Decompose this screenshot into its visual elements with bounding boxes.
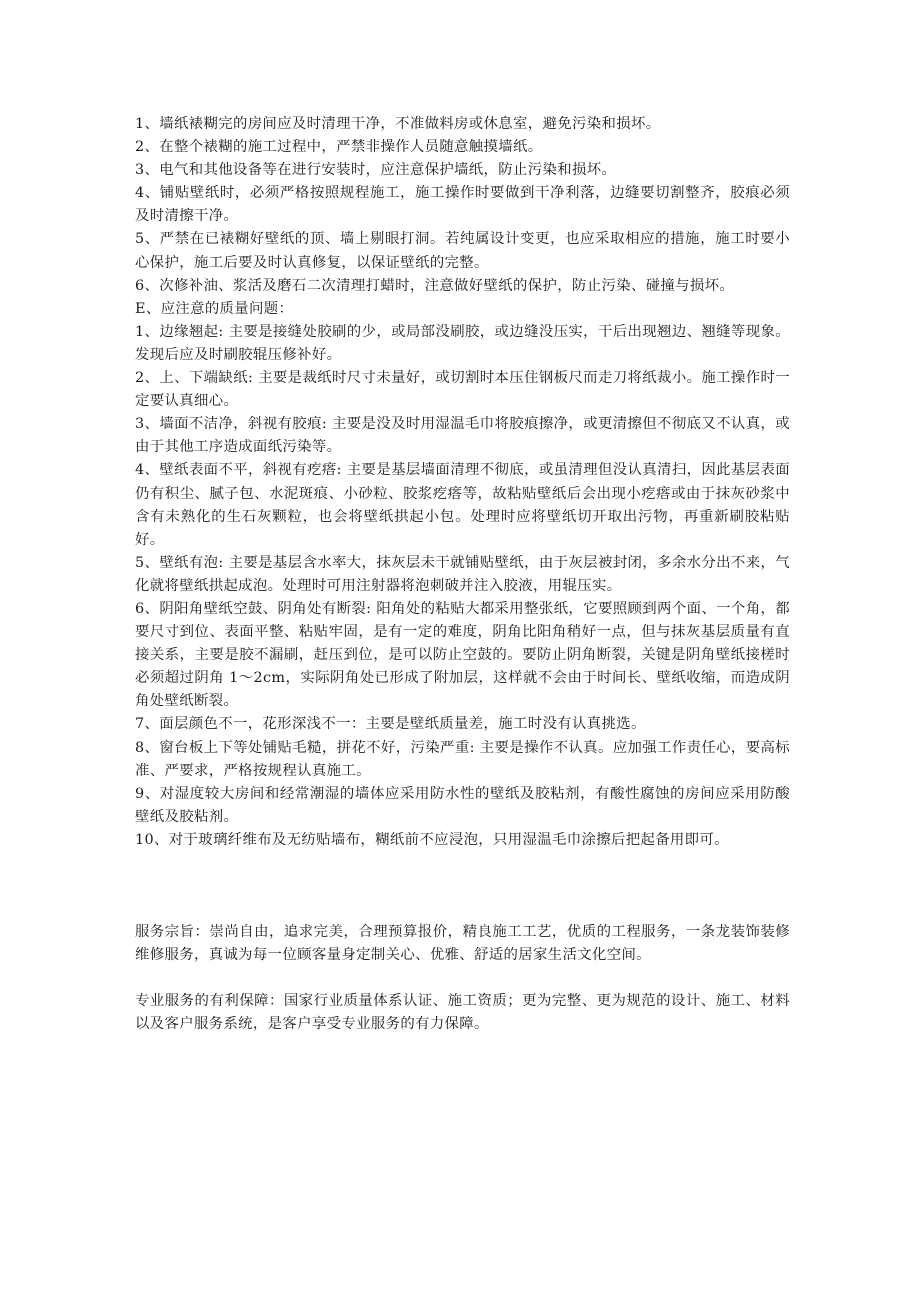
paragraph-4: 4、铺贴壁纸时，必须严格按照规程施工，施工操作时要做到干净利落，边缝要切割整齐，胶痕必须及时清擦干净。 [135,185,790,225]
quality-item-7: 7、面层颜色不一，花形深浅不一：主要是壁纸质量差，施工时没有认真挑选。 [135,716,646,733]
quality-item-5: 5、壁纸有泡: 主要是基层含水率大，抹灰层未干就铺贴壁纸，由于灰层被封闭，多余水分出不来，气化就将壁纸拱起成泡。处理时可用注射器将泡刺破并注入胶液，用辊压实。 [135,554,790,594]
quality-item-8: 8、窗台板上下等处铺贴毛糙，拼花不好，污染严重: 主要是操作不认真。应加强工作责任心，要高标准、严要求，严格按规程认真施工。 [135,739,790,779]
paragraph-3: 3、电气和其他设备等在进行安装时，应注意保护墙纸，防止污染和损坏。 [135,162,617,179]
paragraph-6: 6、次修补油、浆活及磨石二次清理打蜡时，注意做好壁纸的保护，防止污染、碰撞与损坏。 [135,277,735,294]
paragraph-2: 2、在整个裱糊的施工过程中，严禁非操作人员随意触摸墙纸。 [135,139,543,156]
quality-item-3: 3、墙面不洁净，斜视有胶痕: 主要是没及时用湿温毛巾将胶痕擦净，或更清擦但不彻底又不认真，或由于其他工序造成面纸污染等。 [135,416,790,456]
quality-item-4: 4、壁纸表面不平，斜视有疙瘩: 主要是基层墙面清理不彻底，或虽清理但没认真清扫，因此基层表面仍有积尘、腻子包、水泥斑痕、小砂粒、胶浆疙瘩等，故粘贴壁纸后会出现小疙瘩或由于抹灰砂浆中含有未熟化的生石灰颗粒，也会将壁纸拱起小包。处理时应将壁纸切开取出污物，再重新刷胶粘贴好。 [135,462,790,548]
quality-item-6: 6、阴阳角壁纸空鼓、阴角处有断裂: 阳角处的粘贴大都采用整张纸，它要照顾到两个面、一个角，都要尺寸到位、表面平整、粘贴牢固，是有一定的难度，阴角比阳角稍好一点，但与抹灰基层质量有直接关系，主要是胶不漏刷，赶压到位，是可以防止空鼓的。要防止阴角断裂，关键是阴角壁纸接槎时必须超过阴角 1～2cm，实际阴角处已形成了附加层，这样就不会由于时间长、壁纸收缩，而造成阴角处壁纸断裂。 [135,600,790,710]
professional-guarantee: 专业服务的有利保障：国家行业质量体系认证、施工资质；更为完整、更为规范的设计、施工、材料以及客户服务系统，是客户享受专业服务的有力保障。 [135,993,790,1033]
service-purpose: 服务宗旨：崇尚自由，追求完美，合理预算报价，精良施工工艺，优质的工程服务，一条龙装饰装修维修服务，真诚为每一位顾客量身定制关心、优雅、舒适的居家生活文化空间。 [135,924,790,964]
quality-item-1: 1、边缘翘起: 主要是接缝处胶刷的少，或局部没刷胶，或边缝没压实，干后出现翘边、翘缝等现象。发现后应及时刷胶辊压修补好。 [135,323,790,363]
spacer [135,852,790,921]
quality-item-10: 10、对于玻璃纤维布及无纺贴墙布，糊纸前不应浸泡，只用湿温毛巾涂擦后把起备用即可。 [135,831,729,848]
quality-item-9: 9、对湿度较大房间和经常潮湿的墙体应采用防水性的壁纸及胶粘剂，有酸性腐蚀的房间应采用防酸壁纸及胶粘剂。 [135,785,790,825]
document-body [135,113,790,1036]
section-heading-quality-issues: E、应注意的质量问题： [135,300,294,317]
paragraph-5: 5、严禁在已裱糊好壁纸的顶、墙上剔眼打洞。若纯属设计变更，也应采取相应的措施，施工时要小心保护，施工后要及时认真修复，以保证壁纸的完整。 [135,231,790,271]
spacer [135,967,790,990]
quality-item-2: 2、上、下端缺纸: 主要是裁纸时尺寸未量好，或切割时本压住钢板尺而走刀将纸裁小。施工操作时一定要认真细心。 [135,370,790,410]
paragraph-1: 1、墙纸裱糊完的房间应及时清理干净，不准做料房或休息室，避免污染和损坏。 [135,116,661,132]
